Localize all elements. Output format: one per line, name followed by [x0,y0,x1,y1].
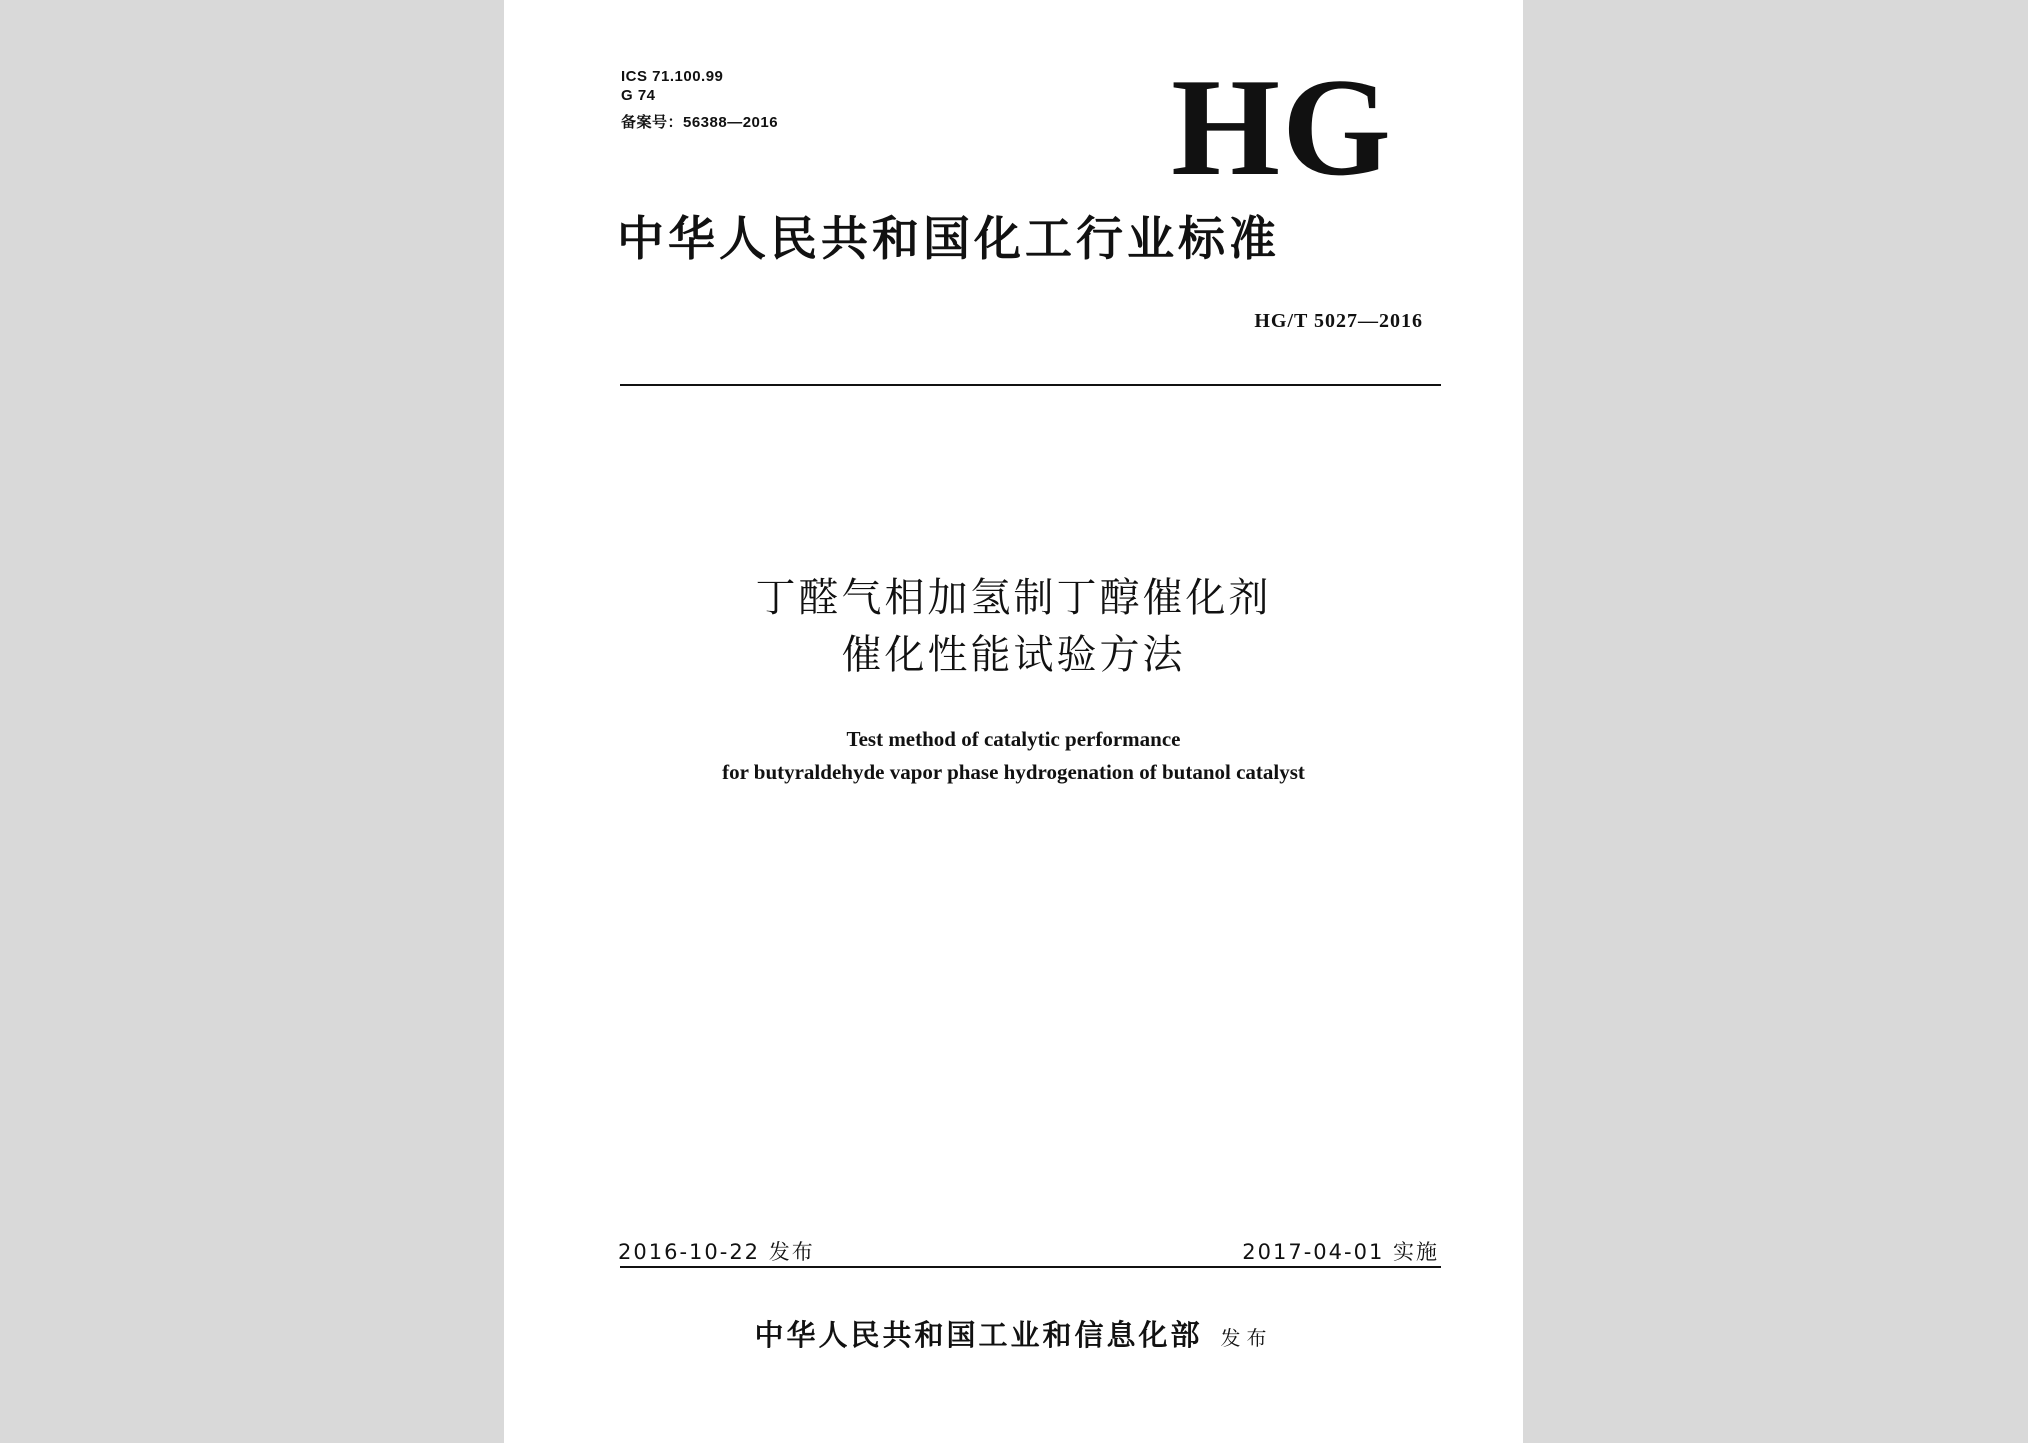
bottom-divider [620,1266,1441,1268]
ics-code: ICS 71.100.99 [621,68,724,85]
issue-date: 2016-10-22 发布 [618,1240,815,1264]
filing-number: 备案号：56388—2016 [621,114,779,131]
publisher-suffix: 发布 [1220,1326,1273,1350]
document-page [504,0,1523,1443]
standard-category-title: 中华人民共和国化工行业标准 [617,212,1280,267]
english-title-line-1: Test method of catalytic performance [846,727,1181,751]
standard-code: HG/T 5027—2016 [1254,310,1423,332]
top-divider [620,384,1441,386]
hg-logo: HG [1171,50,1393,205]
ccs-code: G 74 [621,87,656,104]
chinese-title-line-2: 催化性能试验方法 [841,632,1186,678]
publisher-name: 中华人民共和国工业和信息化部 [754,1318,1203,1352]
publisher-line [504,1317,1523,1356]
implementation-date: 2017-04-01 实施 [1242,1240,1439,1264]
english-title-line-2: for butyraldehyde vapor phase hydrogenation of butanol catalyst [722,760,1305,784]
chinese-title-line-1: 丁醛气相加氢制丁醇催化剂 [755,575,1272,621]
